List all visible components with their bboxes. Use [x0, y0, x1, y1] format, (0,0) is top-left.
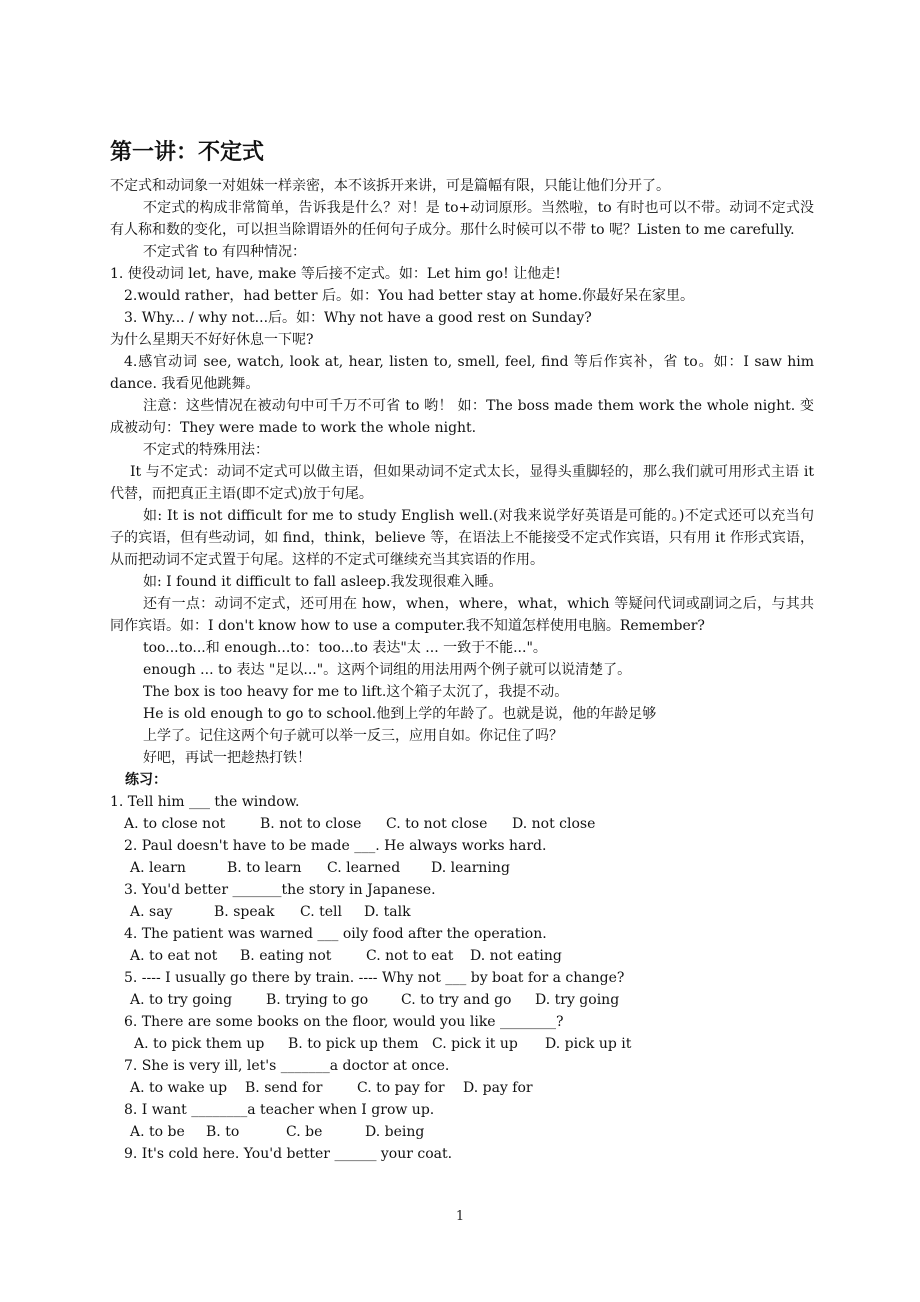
- question-stem: 3. You'd better _______the story in Japanese.: [124, 882, 436, 898]
- answer-options: [110, 1077, 814, 1099]
- option-c: C. not to eat: [366, 948, 454, 964]
- question-stem: 6. There are some books on the floor, would you like ________?: [124, 1014, 564, 1030]
- paragraph: 注意：这些情况在被动句中可千万不可省 to 哟！ 如：The boss made them work the whole night. 变成被动句：They were made to work the whole night.: [110, 398, 814, 436]
- exercise-heading: 练习：: [125, 772, 167, 788]
- option-a: A. to close not: [124, 816, 226, 832]
- page-title: 第一讲：不定式: [110, 140, 265, 165]
- option-a: A. to try going: [130, 992, 233, 1008]
- question-stem: 9. It's cold here. You'd better ______ your coat.: [124, 1146, 453, 1162]
- option-b: B. speak: [214, 904, 275, 920]
- option-c: C. pick it up: [432, 1036, 518, 1052]
- paragraph: He is old enough to go to school.他到上学的年龄了。也就是说，他的年龄足够: [143, 706, 657, 722]
- option-d: D. being: [365, 1124, 425, 1140]
- paragraph: 不定式的特殊用法：: [143, 442, 269, 458]
- option-c: C. to pay for: [357, 1080, 445, 1096]
- question-stem: 7. She is very ill, let's _______a doctor at once.: [124, 1058, 450, 1074]
- paragraph: 不定式省 to 有四种情况：: [143, 244, 306, 260]
- paragraph: 如: It is not difficult for me to study English well.(对我来说学好英语是可能的。)不定式还可以充当句子的宾语，但有些动词，如 find，think，believe 等，在语法上不能接受不定式作宾语，只有用 it 作形式宾语，从而把动词不定式置于句尾。这样的不定式可继续充当其宾语的作用。: [110, 508, 814, 568]
- option-a: A. to eat not: [130, 948, 218, 964]
- option-b: B. to: [206, 1124, 240, 1140]
- paragraph: too...to...和 enough...to：too...to 表达"太 ... 一致于不能..."。: [143, 640, 547, 656]
- option-d: D. learning: [431, 860, 510, 876]
- question-stem: 1. Tell him ___ the window.: [110, 794, 300, 810]
- option-c: C. tell: [300, 904, 342, 920]
- answer-options: [110, 901, 814, 923]
- answer-options: [110, 945, 814, 967]
- question-stem: 8. I want ________a teacher when I grow up.: [124, 1102, 435, 1118]
- option-c: C. to try and go: [401, 992, 512, 1008]
- paragraph: 还有一点：动词不定式，还可用在 how，when，where，what，which 等疑问代词或副词之后，与其共同作宾语。如：I don't know how to use a computer.我不知道怎样使用电脑。Remember?: [110, 596, 814, 634]
- option-b: B. trying to go: [266, 992, 369, 1008]
- list-item: 4.感官动词 see, watch, look at, hear, listen to, smell, feel, find 等后作宾补，省 to。如：I saw him dance. 我看见他跳舞。: [110, 354, 814, 392]
- list-item: 2.would rather，had better 后。如：You had better stay at home.你最好呆在家里。: [124, 288, 695, 304]
- option-b: B. send for: [245, 1080, 323, 1096]
- list-item: 3. Why... / why not...后。如：Why not have a good rest on Sunday?: [124, 310, 592, 326]
- page-number: 1: [455, 1209, 465, 1224]
- option-c: C. be: [286, 1124, 323, 1140]
- paragraph: The box is too heavy for me to lift.这个箱子太沉了，我提不动。: [143, 684, 569, 700]
- paragraph: 如: I found it difficult to fall asleep.我发现很难入睡。: [143, 574, 503, 590]
- option-a: A. to pick them up: [134, 1036, 265, 1052]
- paragraph: 不定式和动词象一对姐妹一样亲密，本不该拆开来讲，可是篇幅有限，只能让他们分开了。: [110, 178, 670, 194]
- question-stem: 5. ---- I usually go there by train. ---- Why not ___ by boat for a change?: [124, 970, 625, 986]
- answer-options: [110, 857, 814, 879]
- option-a: A. learn: [130, 860, 186, 876]
- option-b: B. eating not: [240, 948, 332, 964]
- option-d: D. pay for: [463, 1080, 533, 1096]
- option-b: B. to pick up them: [288, 1036, 419, 1052]
- list-item: 1. 使役动词 let, have, make 等后接不定式。如：Let him go! 让他走!: [110, 266, 561, 282]
- answer-options: [110, 989, 814, 1011]
- option-a: A. to be: [130, 1124, 185, 1140]
- option-d: D. pick up it: [545, 1036, 632, 1052]
- paragraph: 不定式的构成非常简单，告诉我是什么？对！是 to+动词原形。当然啦，to 有时也可以不带。动词不定式没有人称和数的变化，可以担当除谓语外的任何句子成分。那什么时候可以不带 to 呢？Listen to me carefully.: [110, 200, 814, 238]
- answer-options: [110, 1121, 814, 1143]
- paragraph: enough ... to 表达 "足以..."。这两个词组的用法用两个例子就可以说清楚了。: [143, 662, 632, 678]
- option-d: D. talk: [364, 904, 411, 920]
- option-c: C. to not close: [386, 816, 488, 832]
- option-d: D. not close: [512, 816, 596, 832]
- option-d: D. try going: [535, 992, 620, 1008]
- question-stem: 2. Paul doesn't have to be made ___. He always works hard.: [124, 838, 547, 854]
- paragraph: 好吧，再试一把趁热打铁！: [143, 750, 311, 766]
- option-d: D. not eating: [470, 948, 562, 964]
- option-b: B. to learn: [227, 860, 302, 876]
- option-a: A. to wake up: [130, 1080, 228, 1096]
- answer-options: [110, 1033, 814, 1055]
- option-c: C. learned: [327, 860, 401, 876]
- document-body: [110, 175, 814, 1165]
- answer-options: [110, 813, 814, 835]
- paragraph: 上学了。记住这两个句子就可以举一反三，应用自如。你记住了吗？: [143, 728, 563, 744]
- exercise-list: [110, 791, 814, 1165]
- paragraph: It 与不定式：动词不定式可以做主语，但如果动词不定式太长，显得头重脚轻的，那么我们就可用形式主语 it 代替，而把真正主语(即不定式)放于句尾。: [110, 464, 814, 502]
- paragraph: 为什么星期天不好好休息一下呢?: [110, 332, 314, 348]
- option-b: B. not to close: [260, 816, 362, 832]
- option-a: A. say: [130, 904, 173, 920]
- question-stem: 4. The patient was warned ___ oily food after the operation.: [124, 926, 547, 942]
